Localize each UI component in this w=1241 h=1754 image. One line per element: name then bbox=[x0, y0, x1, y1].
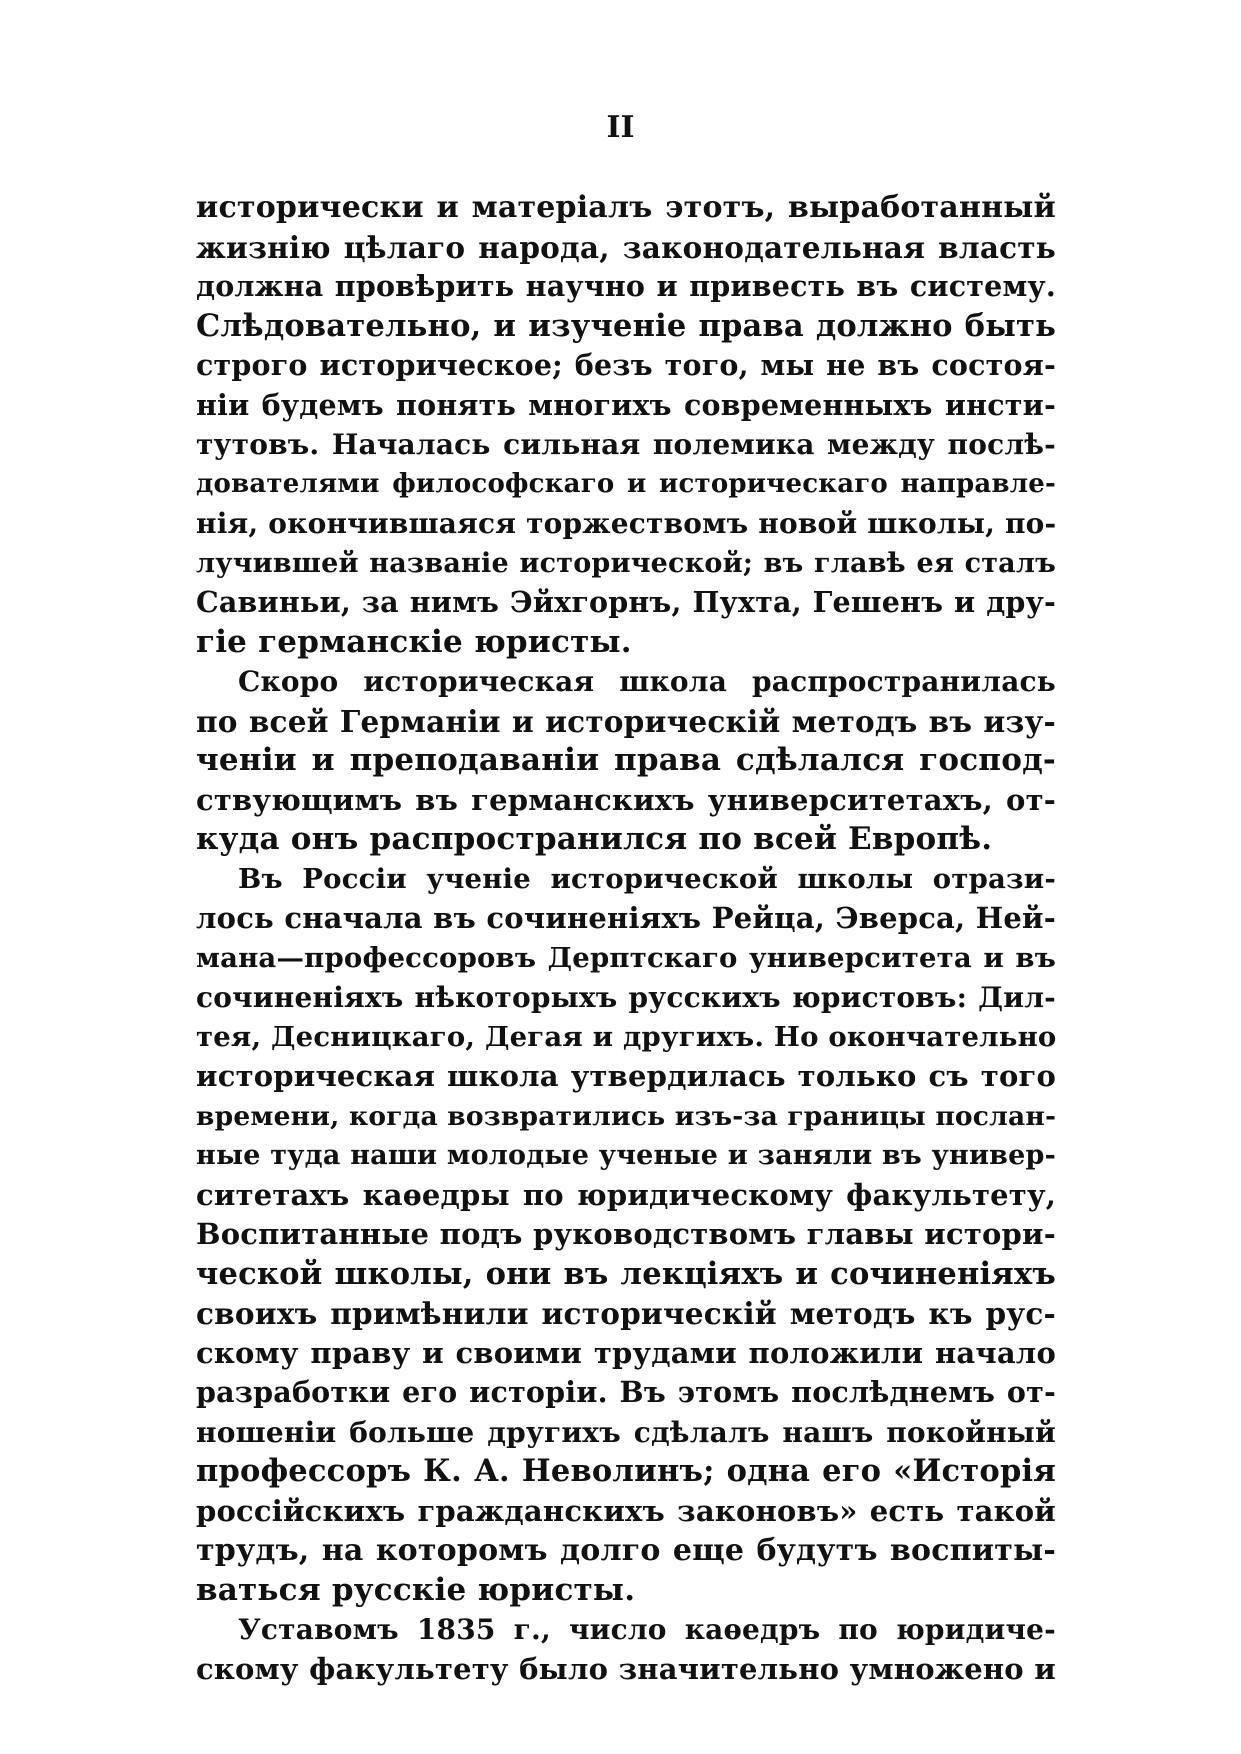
text-line: ситетахъ каѳедры по юридическому факультету, bbox=[196, 1177, 1056, 1212]
text-line: скому праву и своими трудами положили начало bbox=[196, 1335, 1056, 1370]
text-line: времени, когда возвратились изъ-за границы послан- bbox=[196, 1100, 1057, 1132]
paragraph bbox=[196, 188, 1056, 662]
text-line: россійскихъ гражданскихъ законовъ» есть такой bbox=[196, 1493, 1056, 1528]
text-line: ношеніи больше другихъ сдѣлалъ нашъ покойный bbox=[196, 1415, 1056, 1449]
text-line: Въ Россіи ученіе исторической школы отрази- bbox=[238, 862, 1056, 895]
text-line: исторически и матеріалъ этотъ, выработанный bbox=[196, 190, 1056, 225]
page-number: II bbox=[606, 110, 635, 145]
text-line: профессоръ К. А. Неволинъ; одна его «Исторія bbox=[196, 1453, 1056, 1489]
text-line: гіе германскіе юристы. bbox=[196, 623, 632, 660]
text-line: разработки его исторіи. Въ этомъ послѣднемъ от- bbox=[196, 1375, 1056, 1409]
body-text bbox=[196, 188, 1056, 1689]
text-line: ніи будемъ понять многихъ современныхъ инсти- bbox=[196, 387, 1056, 422]
text-line: куда онъ распространился по всей Европѣ. bbox=[196, 821, 993, 857]
text-line: ческой школы, они въ лекціяхъ и сочиненіяхъ bbox=[196, 1255, 1056, 1292]
text-line: строго историческое; безъ того, мы не въ состоя- bbox=[196, 348, 1056, 382]
text-line: сочиненіяхъ нѣкоторыхъ русскихъ юристовъ: Дил- bbox=[196, 981, 1056, 1014]
text-line: Слѣдовательно, и изученіе права должно быть bbox=[196, 307, 1056, 344]
text-line: ствующимъ въ германскихъ университетахъ, от- bbox=[196, 782, 1056, 817]
text-line: историческая школа утвердилась только съ того bbox=[196, 1059, 1056, 1093]
text-line: лучившей названіе исторической; въ главѣ ея сталъ bbox=[196, 547, 1056, 579]
paragraph bbox=[196, 860, 1056, 1611]
text-line: трудъ, на которомъ долго еще будутъ воспиты- bbox=[196, 1533, 1056, 1568]
paragraph bbox=[196, 1610, 1056, 1689]
text-line: ваться русскіе юристы. bbox=[196, 1571, 636, 1608]
text-line: ные туда наши молодые ученые и заняли въ универ- bbox=[196, 1140, 1056, 1171]
text-line: жизнію цѣлаго народа, законодательная власть bbox=[196, 229, 1056, 265]
text-line: тутовъ. Началась сильная полемика между послѣ- bbox=[196, 428, 1056, 461]
text-line: Савиньи, за нимъ Эйхгорнъ, Пухта, Гешенъ и дру- bbox=[196, 585, 1056, 619]
text-line: Воспитанные подъ руководствомъ главы истори- bbox=[196, 1217, 1056, 1251]
text-line: Уставомъ 1835 г., число каѳедръ по юридиче- bbox=[238, 1613, 1056, 1646]
text-line: ченіи и преподаваніи права сдѣлался господ- bbox=[196, 742, 1056, 778]
text-line: нія, окончившаяся торжествомъ новой школы, по- bbox=[196, 507, 1057, 540]
text-line: по всей Германіи и историческій методъ въ изу- bbox=[196, 703, 1056, 739]
text-line: должна провѣрить научно и привесть въ систему. bbox=[196, 269, 1056, 303]
text-line: тея, Десницкаго, Дегая и другихъ. Но окончательно bbox=[196, 1020, 1057, 1053]
text-line: своихъ примѣнили историческій методъ къ рус- bbox=[196, 1296, 1056, 1331]
text-line: лось сначала въ сочиненіяхъ Рейца, Эверса, Ней- bbox=[196, 901, 1056, 935]
text-line: дователями философскаго и историческаго направле- bbox=[196, 468, 1056, 499]
text-line: мана—профессоровъ Дерптскаго университета и въ bbox=[196, 941, 1056, 974]
text-line: Скоро историческая школа распространилась bbox=[238, 665, 1056, 698]
paragraph bbox=[196, 662, 1056, 860]
text-line: скому факультету было значительно умножено и bbox=[196, 1651, 1056, 1686]
